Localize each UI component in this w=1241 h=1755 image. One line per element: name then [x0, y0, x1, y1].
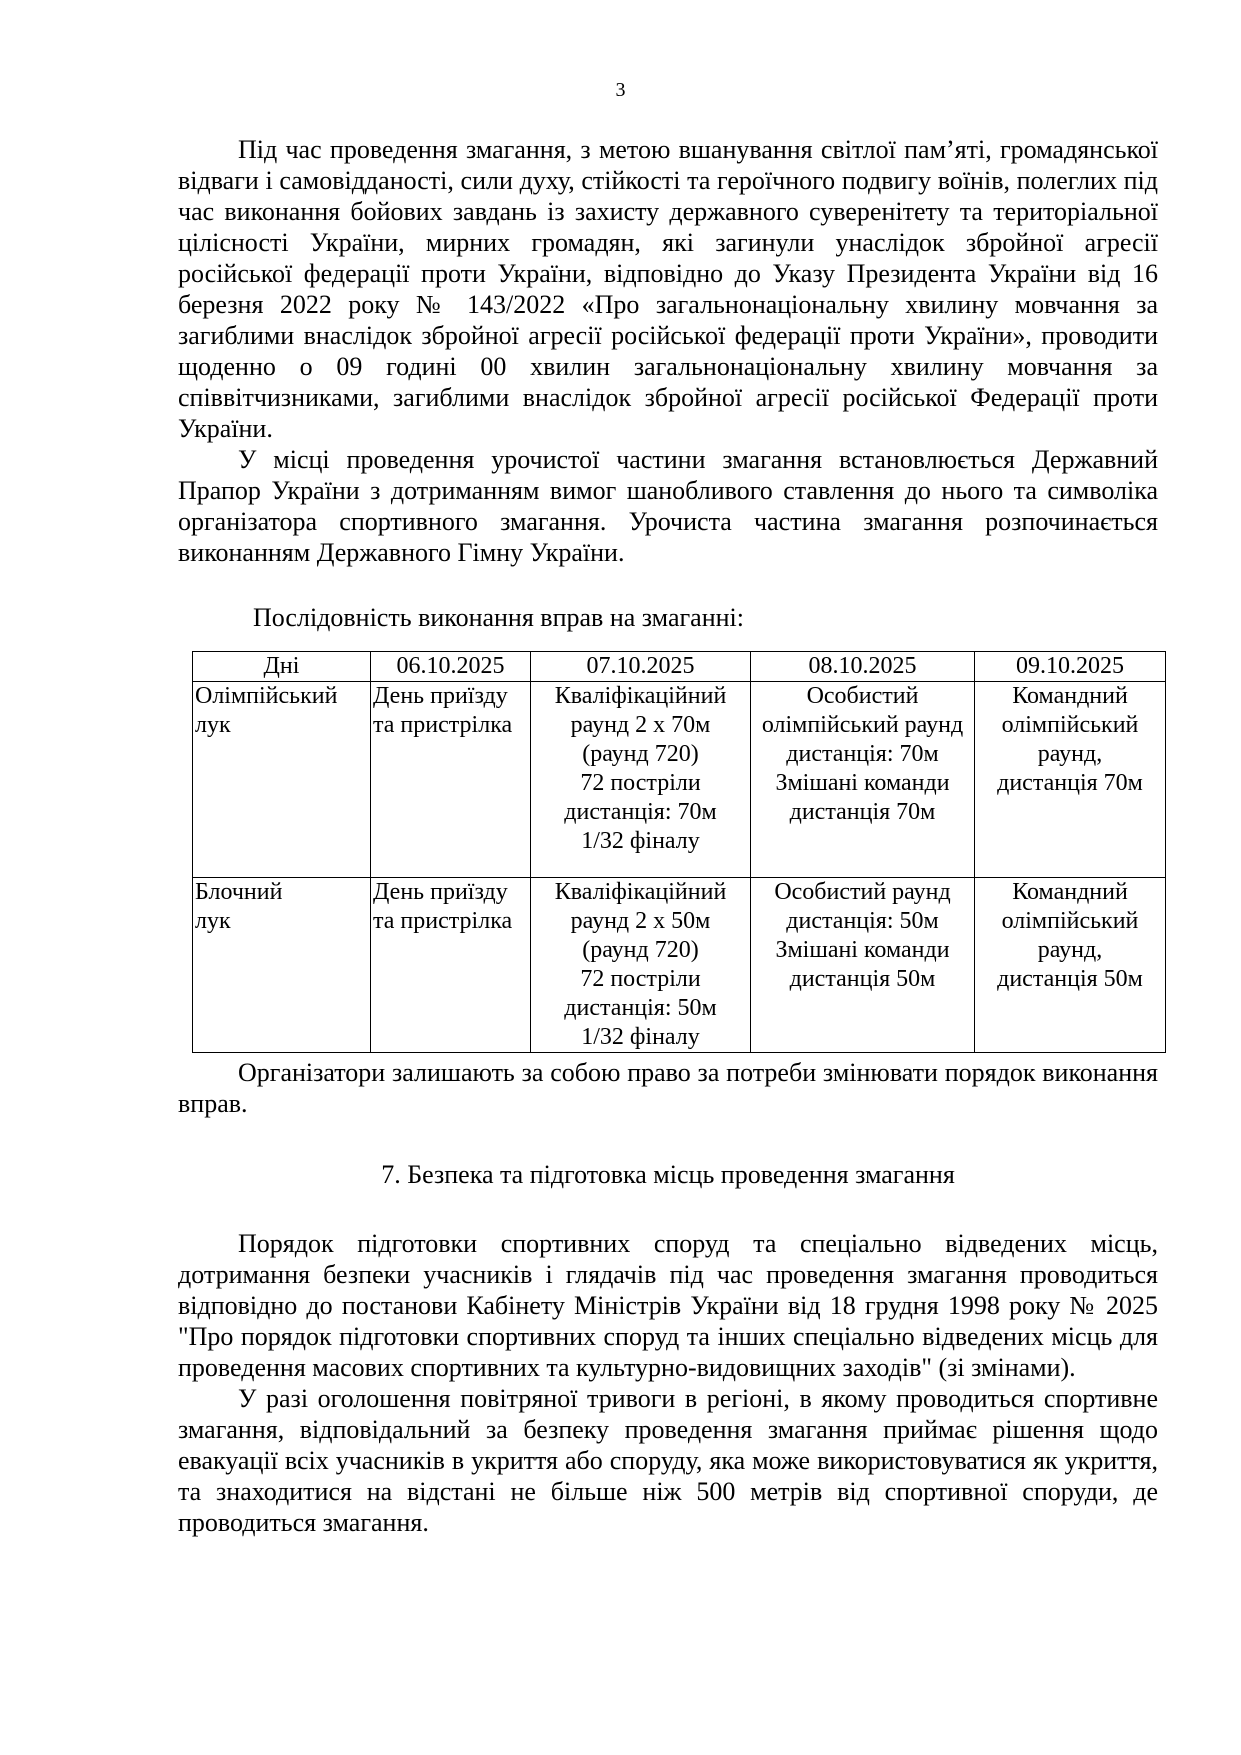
header-days: Дні [193, 652, 371, 682]
cell-line: Кваліфікаційний [554, 879, 727, 905]
cell-line: День приїзду [373, 879, 508, 905]
paragraph-organizers-right: Організатори залишають за собою право за потреби змінювати порядок виконання вправ. [178, 1058, 1158, 1118]
cell-day-3 [751, 682, 975, 878]
cell-line: лук [195, 908, 231, 934]
paragraph-ceremony: У місці проведення урочистої частини змагання встановлюється Державний Прапор України з дотриманням вимог шанобливого ставлення до нього та символіка організатора спортивного змагання. Урочиста частина змагання розпочинається виконанням Державного Гімну України. [178, 445, 1158, 567]
cell-line: дистанція: 70м [786, 741, 939, 767]
cell-line: 1/32 фіналу [581, 1024, 700, 1050]
cell-line: дистанція 50м [997, 966, 1143, 992]
cell-line: Командний [1012, 879, 1128, 905]
cell-line: Блочний [195, 879, 283, 905]
paragraph-facility-preparation: Порядок підготовки спортивних споруд та спеціально відведених місць, дотримання безпеки учасників і глядачів під час проведення змагання проводиться відповідно до постанови Кабінету Міністрів України від 18 грудня 1998 року № 2025 "Про порядок підготовки спортивних споруд та інших спеціально відведених місць для проведення масових спортивних та культурно-видовищних заходів" (зі змінами). [178, 1229, 1158, 1382]
paragraph-minute-of-silence: Під час проведення змагання, з метою вшанування світлої пам’яті, громадянської відваги і самовідданості, сили духу, стійкості та героїчного подвигу воїнів, полеглих під час виконання бойових завдань із захисту державного суверенітету та територіальної цілісності України, мирних громадян, які загинули унаслідок збройної агресії російської федерації проти України, відповідно до Указу Президента України від 16 березня 2022 року № 143/2022 «Про загальнонаціональну хвилину мовчання за загиблими внаслідок збройної агресії російської федерації проти України», проводити щоденно о 09 годині 00 хвилин загальнонаціональну хвилину мовчання за співвітчизниками, загиблими внаслідок збройної агресії російської Федерації проти України. [178, 135, 1158, 443]
cell-day-4 [975, 878, 1166, 1053]
cell-line: раунд, [1037, 741, 1103, 767]
cell-day-4 [975, 682, 1166, 878]
cell-line: Змішані команди [775, 937, 950, 963]
table-row-olympic-bow [193, 682, 1166, 878]
cell-line: раунд, [1037, 937, 1103, 963]
cell-line: 72 постріли [580, 770, 701, 796]
cell-line: Особистий раунд [774, 879, 951, 905]
cell-line: дистанція 50м [789, 966, 936, 992]
cell-line: Змішані команди [775, 770, 950, 796]
cell-line: Особистий [806, 683, 919, 709]
cell-line: дистанція 70м [789, 799, 936, 825]
cell-day-1 [371, 878, 531, 1053]
cell-line: Командний [1012, 683, 1128, 709]
cell-line: дистанція: 50м [564, 995, 717, 1021]
cell-line: 1/32 фіналу [581, 828, 700, 854]
cell-bow-type [193, 878, 371, 1053]
cell-line: та пристрілка [373, 712, 513, 738]
table-header-row [193, 652, 1166, 682]
cell-line: Кваліфікаційний [554, 683, 727, 709]
cell-line: дистанція: 50м [786, 908, 939, 934]
section-title: 7. Безпека та підготовка місць проведення змагання [381, 1160, 955, 1189]
cell-line: Олімпійський [195, 683, 338, 709]
header-date-3: 08.10.2025 [751, 652, 975, 682]
cell-line: раунд 2 х 70м [570, 712, 711, 738]
cell-day-2 [531, 682, 751, 878]
cell-line: (раунд 720) [582, 741, 699, 767]
exercise-schedule-table [192, 651, 1166, 1053]
cell-line: олімпійський раунд [761, 712, 964, 738]
table-row-compound-bow [193, 878, 1166, 1053]
cell-line: (раунд 720) [582, 937, 699, 963]
header-date-1: 06.10.2025 [371, 652, 531, 682]
cell-line: та пристрілка [373, 908, 513, 934]
cell-day-3 [751, 878, 975, 1053]
cell-bow-type [193, 682, 371, 878]
header-date-4: 09.10.2025 [975, 652, 1166, 682]
cell-line: олімпійський [1001, 712, 1139, 738]
header-date-2: 07.10.2025 [531, 652, 751, 682]
cell-line: олімпійський [1001, 908, 1139, 934]
cell-line: 72 постріли [580, 966, 701, 992]
page-content [178, 134, 1158, 1538]
cell-line: раунд 2 х 50м [570, 908, 711, 934]
cell-line: дистанція: 70м [564, 799, 717, 825]
cell-line: дистанція 70м [997, 770, 1143, 796]
cell-line: День приїзду [373, 683, 508, 709]
paragraph-air-raid-alert: У разі оголошення повітряної тривоги в регіоні, в якому проводиться спортивне змагання, відповідальний за безпеку проведення змагання приймає рішення щодо евакуації всіх учасників в укриття або споруду, яка може використовуватися як укриття, та знаходитися на відстані не більше ніж 500 метрів від спортивної споруди, де проводиться змагання. [178, 1384, 1158, 1537]
cell-day-2 [531, 878, 751, 1053]
cell-day-1 [371, 682, 531, 878]
page-number: 3 [615, 79, 626, 101]
table-caption: Послідовність виконання вправ на змаганні: [253, 603, 744, 632]
cell-line: лук [195, 712, 231, 738]
